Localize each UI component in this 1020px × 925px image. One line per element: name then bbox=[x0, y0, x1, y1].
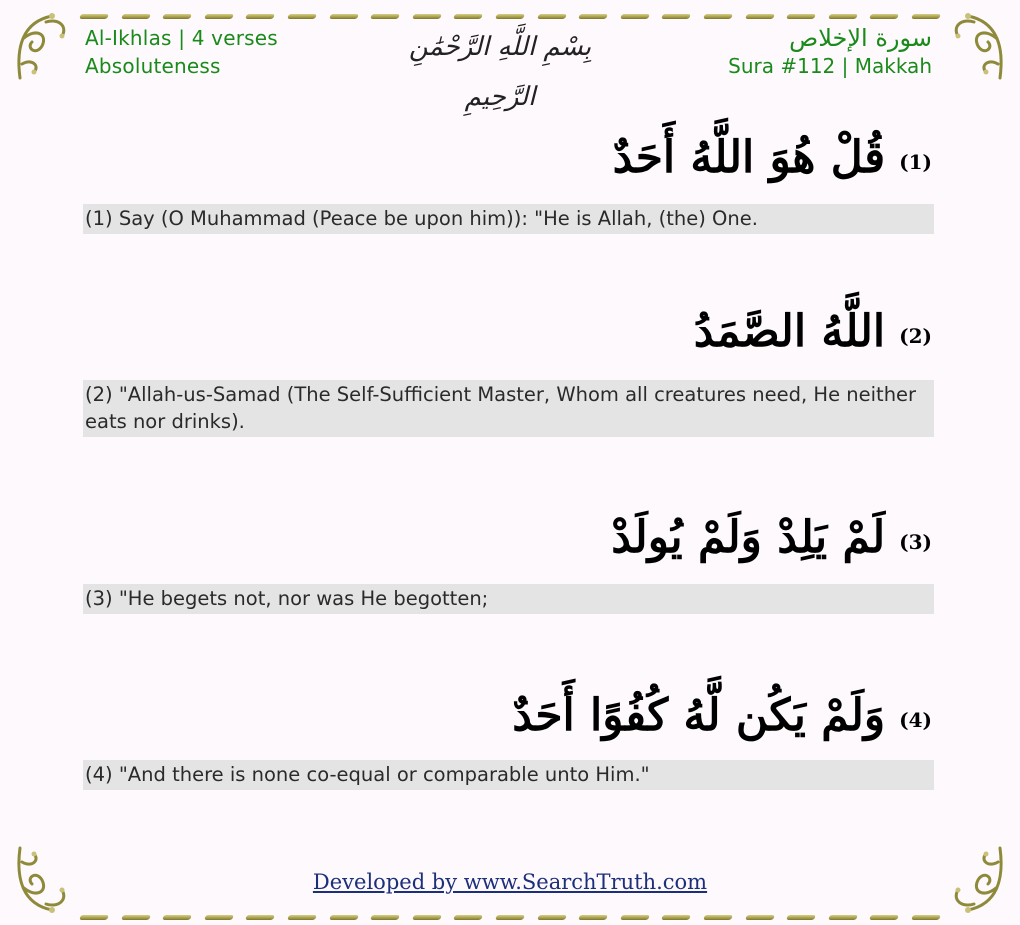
border-dash-ornament bbox=[162, 14, 192, 19]
border-dash-ornament bbox=[537, 915, 567, 920]
verse-number: (1) bbox=[899, 150, 932, 174]
corner-ornament-icon bbox=[12, 8, 74, 80]
border-dash-ornament bbox=[412, 14, 442, 19]
border-dash-ornament bbox=[412, 915, 442, 920]
corner-ornament-icon bbox=[946, 8, 1008, 80]
border-dash-ornament bbox=[786, 915, 816, 920]
border-dash-ornament bbox=[620, 915, 650, 920]
verse-number: (3) bbox=[899, 530, 932, 554]
surah-name-arabic: سورة الإخلاص bbox=[789, 24, 932, 52]
border-dash-ornament bbox=[329, 14, 359, 19]
border-dash-ornament bbox=[329, 915, 359, 920]
border-dash-ornament bbox=[287, 14, 317, 19]
surah-header-left bbox=[85, 24, 278, 80]
border-dash-ornament bbox=[79, 915, 109, 920]
border-dash-ornament bbox=[828, 14, 858, 19]
border-dash-ornament bbox=[162, 915, 192, 920]
border-dash-ornament bbox=[537, 14, 567, 19]
border-dash-ornament bbox=[911, 915, 941, 920]
footer bbox=[0, 870, 1020, 894]
border-dash-ornament bbox=[661, 915, 691, 920]
border-dash-ornament bbox=[370, 915, 400, 920]
verse-translation-3: (3) "He begets not, nor was He begotten; bbox=[83, 584, 934, 614]
border-dash-ornament bbox=[204, 915, 234, 920]
bottom-border-ornament bbox=[80, 912, 940, 922]
verse-arabic-text: وَلَمْ يَكُن لَّهُ كُفُوًا أَحَدٌ bbox=[512, 689, 886, 741]
border-dash-ornament bbox=[620, 14, 650, 19]
border-dash-ornament bbox=[204, 14, 234, 19]
border-dash-ornament bbox=[661, 14, 691, 19]
border-dash-ornament bbox=[703, 915, 733, 920]
bismillah-calligraphy: بِسْمِ اللَّهِ الرَّحْمَٰنِ الرَّحِيمِ bbox=[408, 32, 592, 112]
developer-credit-link[interactable]: Developed by www.SearchTruth.com bbox=[312, 870, 708, 894]
verse-arabic-text: قُلْ هُوَ اللَّهُ أَحَدٌ bbox=[612, 131, 886, 183]
surah-header-right bbox=[728, 24, 932, 80]
border-dash-ornament bbox=[911, 14, 941, 19]
verse-arabic-text: اللَّهُ الصَّمَدُ bbox=[693, 305, 886, 357]
surah-info: Sura #112 | Makkah bbox=[728, 54, 932, 78]
border-dash-ornament bbox=[828, 915, 858, 920]
border-dash-ornament bbox=[703, 14, 733, 19]
border-dash-ornament bbox=[245, 14, 275, 19]
border-dash-ornament bbox=[79, 14, 109, 19]
verse-translation-2: (2) "Allah-us-Samad (The Self-Sufficient Master, Whom all creatures need, He neither eats nor drinks). bbox=[83, 380, 934, 437]
border-dash-ornament bbox=[869, 14, 899, 19]
border-dash-ornament bbox=[287, 915, 317, 920]
verse-arabic-1 bbox=[613, 122, 932, 192]
verse-arabic-4 bbox=[512, 680, 932, 750]
surah-name-english: Al-Ikhlas | 4 verses bbox=[85, 26, 278, 50]
border-dash-ornament bbox=[453, 915, 483, 920]
border-dash-ornament bbox=[121, 915, 151, 920]
border-dash-ornament bbox=[453, 14, 483, 19]
verse-translation-4: (4) "And there is none co-equal or comparable unto Him." bbox=[83, 760, 934, 790]
border-dash-ornament bbox=[869, 915, 899, 920]
verse-number: (2) bbox=[899, 324, 932, 348]
verse-arabic-2 bbox=[694, 296, 932, 366]
border-dash-ornament bbox=[578, 915, 608, 920]
surah-meaning: Absoluteness bbox=[85, 54, 221, 78]
border-dash-ornament bbox=[121, 14, 151, 19]
border-dash-ornament bbox=[495, 14, 525, 19]
border-dash-ornament bbox=[745, 915, 775, 920]
border-dash-ornament bbox=[245, 915, 275, 920]
border-dash-ornament bbox=[370, 14, 400, 19]
border-dash-ornament bbox=[495, 915, 525, 920]
verse-number: (4) bbox=[899, 708, 932, 732]
border-dash-ornament bbox=[786, 14, 816, 19]
verse-translation-1: (1) Say (O Muhammad (Peace be upon him)): "He is Allah, (the) One. bbox=[83, 204, 934, 234]
top-border-ornament bbox=[80, 11, 940, 21]
border-dash-ornament bbox=[745, 14, 775, 19]
border-dash-ornament bbox=[578, 14, 608, 19]
verse-arabic-3 bbox=[611, 502, 932, 572]
verse-arabic-text: لَمْ يَلِدْ وَلَمْ يُولَدْ bbox=[611, 511, 886, 563]
